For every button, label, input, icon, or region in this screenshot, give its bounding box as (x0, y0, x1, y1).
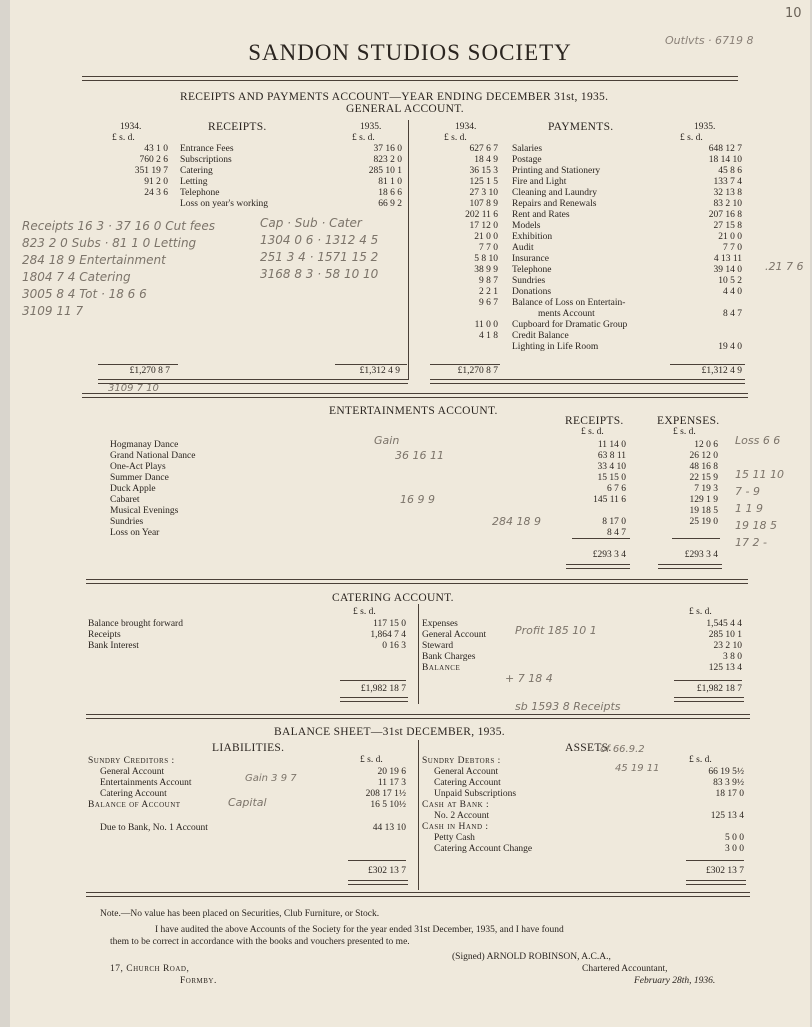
payment-prev-amount: 27 3 10 (469, 188, 498, 198)
catering-right-label: Bank Charges (422, 652, 476, 662)
pencil-annotations-left: Receipts 16 3 · 37 16 0 Cut fees 823 2 0 Subs · 81 1 0 Letting 284 18 9 Entertainment 1804 7 4 Catering 3005 8 4 Tot · 18 6 6 3109 11 7 (22, 219, 215, 318)
assets-label: ASSETS. (565, 742, 612, 754)
account-sheet (10, 0, 810, 1027)
ent-row-expenses: 26 12 0 (689, 451, 718, 461)
receipts-year-prev: 1934. (120, 122, 142, 132)
payment-label: Cleaning and Laundry (512, 188, 597, 198)
ent-row-label: Sundries (110, 517, 144, 527)
ent-row-receipts: 8 4 7 (607, 528, 626, 538)
ent-row-label: Cabaret (110, 495, 140, 505)
payment-cur-amount: 45 8 6 (718, 166, 742, 176)
pencil-annotations-mid: Cap · Sub · Cater 1304 0 6 · 1312 4 5 251 3 4 · 1571 15 2 3168 8 3 · 58 10 10 (260, 216, 379, 281)
ent-row-receipts: 8 17 0 (602, 517, 626, 527)
liability-amount: 20 19 6 (377, 767, 406, 777)
pencil-note: 16 9 9 (400, 493, 435, 506)
ent-row-expenses: 25 19 0 (689, 517, 718, 527)
payment-prev-amount: 2 2 1 (479, 287, 498, 297)
payment-cur-amount: 32 13 8 (713, 188, 742, 198)
entertainments-heading: ENTERTAINMENTS ACCOUNT. (329, 405, 498, 417)
receipt-label: Entrance Fees (180, 144, 234, 154)
asset-label: No. 2 Account (434, 811, 490, 821)
receipts-label: RECEIPTS. (208, 121, 267, 133)
ent-row-label: Duck Apple (110, 484, 156, 494)
receipts-year-cur: 1935. (360, 122, 382, 132)
ent-row-receipts: 6 7 6 (607, 484, 626, 494)
catering-right-total: £1,982 18 7 (696, 684, 742, 694)
ent-row-expenses: 48 16 8 (689, 462, 718, 472)
general-heading: RECEIPTS AND PAYMENTS ACCOUNT—YEAR ENDING DECEMBER 31st, 1935. (180, 91, 609, 103)
pencil-note: 36 16 11 (395, 449, 444, 462)
receipt-label: Subscriptions (180, 155, 232, 165)
asset-label: Petty Cash (434, 833, 475, 843)
lsd-header: £ s. d. (689, 755, 712, 765)
liability-amount: 11 17 3 (377, 778, 406, 788)
payment-label: Repairs and Renewals (512, 199, 597, 209)
payment-cur-amount: 7 7 0 (723, 243, 742, 253)
payment-cur-amount: 10 5 2 (718, 276, 742, 286)
payments-total-prev: £1,270 8 7 (457, 366, 498, 376)
payment-cur-amount: 133 7 4 (713, 177, 742, 187)
payment-label: Balance of Loss on Entertain- (512, 298, 626, 308)
liability-amount: 16 5 10½ (370, 800, 406, 810)
payment-prev-amount: 9 6 7 (479, 298, 498, 308)
liability-label: Catering Account (100, 789, 167, 799)
address-line-1: 17, Church Road, (110, 964, 190, 974)
payment-prev-amount: 17 12 0 (469, 221, 498, 231)
receipt-prev-amount: 351 19 7 (134, 166, 168, 176)
payment-cur-amount: 4 4 0 (723, 287, 742, 297)
pencil-note-corner: Outlvts · 6719 8 (665, 34, 754, 47)
liability-amount: 208 17 1½ (365, 789, 406, 799)
liabilities-label: LIABILITIES. (212, 742, 285, 754)
pencil-note: 284 18 9 (492, 515, 541, 528)
receipt-label: Loss on year's working (180, 199, 268, 209)
payment-prev-amount: 38 9 9 (474, 265, 498, 275)
payment-cur-amount: 21 0 0 (718, 232, 742, 242)
signature-line: (Signed) ARNOLD ROBINSON, A.C.A., (452, 952, 611, 962)
payment-label: Printing and Stationery (512, 166, 601, 176)
receipt-cur-amount: 37 16 0 (373, 144, 402, 154)
payment-label: ments Account (538, 309, 595, 319)
payment-label: Fire and Light (512, 177, 567, 187)
ent-row-label: Grand National Dance (110, 451, 196, 461)
ent-total-receipts: £293 3 4 (592, 550, 626, 560)
pencil-note: + 7 18 4 (505, 672, 553, 685)
payment-cur-amount: 8 4 7 (723, 309, 742, 319)
payment-label: Credit Balance (512, 331, 569, 341)
payments-label: PAYMENTS. (548, 121, 614, 133)
payment-label: Postage (512, 155, 542, 165)
lsd-header: £ s. d. (581, 427, 604, 437)
liability-label: Due to Bank, No. 1 Account (100, 823, 208, 833)
receipt-cur-amount: 81 1 0 (378, 177, 402, 187)
asset-label: General Account (434, 767, 499, 777)
ent-row-label: Hogmanay Dance (110, 440, 179, 450)
liability-label: General Account (100, 767, 165, 777)
payment-cur-amount: 207 16 8 (708, 210, 742, 220)
payments-year-cur: 1935. (694, 122, 716, 132)
payment-cur-amount: 4 13 11 (713, 254, 742, 264)
receipt-cur-amount: 285 10 1 (368, 166, 402, 176)
payments-total-cur: £1,312 4 9 (701, 366, 742, 376)
catering-right-amount: 23 2 10 (713, 641, 742, 651)
asset-amount: 3 0 0 (725, 844, 744, 854)
asset-label: Cash at Bank : (422, 800, 490, 810)
pencil-note: .21 7 6 (765, 260, 804, 273)
assets-total: £302 13 7 (706, 866, 744, 876)
lsd-header: £ s. d. (444, 133, 467, 143)
liability-label: Entertainments Account (100, 778, 192, 788)
asset-amount: 83 3 9½ (713, 778, 744, 788)
payment-prev-amount: 107 8 9 (469, 199, 498, 209)
ent-row-label: One-Act Plays (110, 462, 166, 472)
receipt-prev-amount: 43 1 0 (144, 144, 168, 154)
payment-cur-amount: 27 15 8 (713, 221, 742, 231)
pencil-note: Gain 3 9 7 (245, 773, 297, 784)
footer-date: February 28th, 1936. (634, 976, 716, 986)
lsd-header: £ s. d. (689, 607, 712, 617)
pencil-note: of 66.9.2 (600, 744, 645, 755)
ent-row-expenses: 12 0 6 (694, 440, 718, 450)
payment-prev-amount: 9 8 7 (479, 276, 498, 286)
receipt-label: Letting (180, 177, 208, 187)
payment-prev-amount: 18 4 9 (474, 155, 498, 165)
footer-note: Note.—No value has been placed on Securities, Club Furniture, or Stock. (100, 909, 380, 919)
pencil-note: 45 19 11 (615, 763, 660, 774)
pencil-annotations-right: Loss 6 6 15 11 10 7 - 9 1 1 9 19 18 5 17 2 - (735, 434, 784, 549)
receipt-cur-amount: 823 2 0 (373, 155, 402, 165)
catering-right-amount: 3 8 0 (723, 652, 742, 662)
payment-cur-amount: 648 12 7 (708, 144, 742, 154)
payment-prev-amount: 21 0 0 (474, 232, 498, 242)
receipt-prev-amount: 24 3 6 (144, 188, 168, 198)
payments-year-prev: 1934. (455, 122, 477, 132)
liability-amount: 44 13 10 (372, 823, 406, 833)
ent-row-label: Summer Dance (110, 473, 169, 483)
catering-left-label: Bank Interest (88, 641, 139, 651)
payment-label: Exhibition (512, 232, 553, 242)
payment-prev-amount: 7 7 0 (479, 243, 498, 253)
ent-row-label: Musical Evenings (110, 506, 179, 516)
ent-row-label: Loss on Year (110, 528, 160, 538)
ent-row-receipts: 63 8 11 (597, 451, 626, 461)
ent-row-receipts: 33 4 10 (597, 462, 626, 472)
payment-prev-amount: 36 15 3 (469, 166, 498, 176)
catering-heading: CATERING ACCOUNT. (332, 592, 454, 604)
ent-receipts-label: RECEIPTS. (565, 415, 624, 427)
payment-cur-amount: 83 2 10 (713, 199, 742, 209)
lsd-header: £ s. d. (680, 133, 703, 143)
catering-left-label: Balance brought forward (88, 619, 183, 629)
payment-label: Telephone (512, 265, 552, 275)
payment-cur-amount: 18 14 10 (708, 155, 742, 165)
catering-left-label: Receipts (88, 630, 121, 640)
receipt-label: Catering (180, 166, 213, 176)
receipt-prev-amount: 760 2 6 (139, 155, 168, 165)
catering-right-label: Expenses (422, 619, 458, 629)
catering-left-amount: 0 16 3 (382, 641, 406, 651)
receipt-prev-amount: 91 2 0 (144, 177, 168, 187)
lsd-header: £ s. d. (352, 133, 375, 143)
ent-row-expenses: 22 15 9 (689, 473, 718, 483)
payment-cur-amount: 39 14 0 (713, 265, 742, 275)
ent-expenses-label: EXPENSES. (657, 415, 720, 427)
asset-label: Catering Account Change (434, 844, 533, 854)
payment-label: Insurance (512, 254, 549, 264)
asset-label: Unpaid Subscriptions (434, 789, 517, 799)
payment-label: Lighting in Life Room (512, 342, 599, 352)
catering-right-label: Steward (422, 641, 454, 651)
lsd-header: £ s. d. (353, 607, 376, 617)
ent-row-expenses: 7 19 3 (694, 484, 718, 494)
payment-cur-amount: 19 4 0 (718, 342, 742, 352)
pencil-note: sb 1593 8 Receipts (515, 700, 621, 713)
lsd-header: £ s. d. (360, 755, 383, 765)
catering-right-amount: 285 10 1 (708, 630, 742, 640)
liability-label: Sundry Creditors : (88, 756, 175, 766)
payment-label: Sundries (512, 276, 546, 286)
payment-label: Donations (512, 287, 552, 297)
ent-row-expenses: 19 18 5 (689, 506, 718, 516)
receipt-label: Telephone (180, 188, 220, 198)
payment-label: Salaries (512, 144, 543, 154)
receipt-cur-amount: 18 6 6 (378, 188, 402, 198)
audit-statement-2: them to be correct in accordance with the books and vouchers presented to me. (110, 937, 410, 947)
general-subheading: GENERAL ACCOUNT. (346, 103, 464, 115)
page-number: 10 (785, 6, 802, 21)
asset-amount: 5 0 0 (725, 833, 744, 843)
catering-left-total: £1,982 18 7 (360, 684, 406, 694)
receipts-total-prev: £1,270 8 7 (129, 366, 170, 376)
payment-prev-amount: 627 6 7 (469, 144, 498, 154)
catering-right-label: General Account (422, 630, 487, 640)
catering-left-amount: 1,864 7 4 (370, 630, 406, 640)
payment-prev-amount: 202 11 6 (465, 210, 498, 220)
asset-label: Cash in Hand : (422, 822, 489, 832)
catering-right-amount: 125 13 4 (708, 663, 742, 673)
ent-row-receipts: 11 14 0 (597, 440, 626, 450)
lsd-header: £ s. d. (112, 133, 135, 143)
payment-prev-amount: 5 8 10 (474, 254, 498, 264)
asset-label: Sundry Debtors : (422, 756, 501, 766)
receipts-total-cur: £1,312 4 9 (359, 366, 400, 376)
catering-left-amount: 117 15 0 (373, 619, 406, 629)
liability-label: Balance of Account (88, 800, 181, 810)
asset-label: Catering Account (434, 778, 501, 788)
asset-amount: 66 19 5½ (708, 767, 744, 777)
pencil-note: Profit 185 10 1 (515, 624, 597, 637)
catering-right-amount: 1,545 4 4 (706, 619, 742, 629)
ent-row-expenses: 129 1 9 (689, 495, 718, 505)
payment-label: Models (512, 221, 541, 231)
lsd-header: £ s. d. (673, 427, 696, 437)
payment-label: Cupboard for Dramatic Group (512, 320, 628, 330)
payment-label: Rent and Rates (512, 210, 570, 220)
receipt-cur-amount: 66 9 2 (378, 199, 402, 209)
ent-row-receipts: 145 11 6 (593, 495, 626, 505)
qualification: Chartered Accountant, (582, 964, 668, 974)
ent-total-expenses: £293 3 4 (684, 550, 718, 560)
ent-row-receipts: 15 15 0 (597, 473, 626, 483)
pencil-note: Capital (228, 796, 267, 809)
page-title: SANDON STUDIOS SOCIETY (248, 40, 572, 65)
catering-right-label: Balance (422, 663, 461, 673)
balance-heading: BALANCE SHEET—31st DECEMBER, 1935. (274, 726, 505, 738)
asset-amount: 18 17 0 (715, 789, 744, 799)
liabilities-total: £302 13 7 (368, 866, 406, 876)
asset-amount: 125 13 4 (710, 811, 744, 821)
audit-statement-1: I have audited the above Accounts of the Society for the year ended 31st December, 1935, and I have found (155, 925, 564, 935)
pencil-note: 3109 7 10 (108, 383, 159, 394)
payment-prev-amount: 125 1 5 (469, 177, 498, 187)
pencil-note: Gain (374, 434, 400, 447)
payment-prev-amount: 4 1 8 (479, 331, 498, 341)
address-line-2: Formby. (180, 976, 217, 986)
payment-label: Audit (512, 243, 534, 253)
payment-prev-amount: 11 0 0 (474, 320, 498, 330)
